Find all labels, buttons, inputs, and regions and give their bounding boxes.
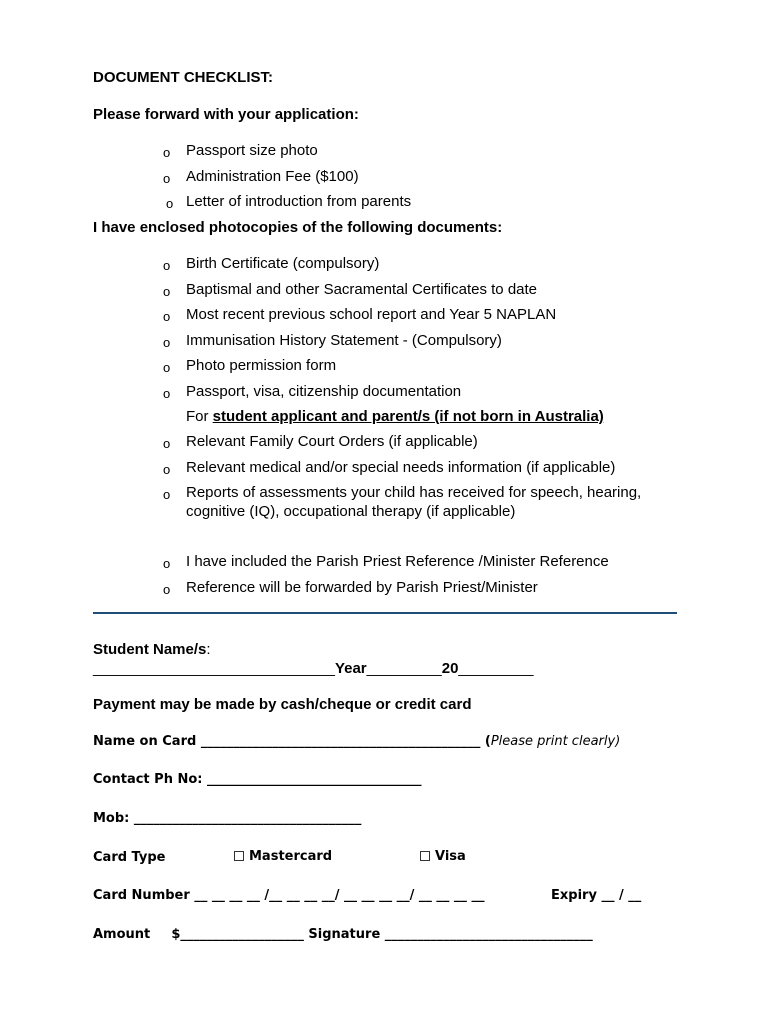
year-blank[interactable]: _________ [366,660,442,677]
item-priest-reference: I have included the Parish Priest Reference /Minister Reference [186,553,609,570]
mastercard-label: Mastercard [249,849,333,864]
item-admin-fee: Administration Fee ($100) [186,168,359,185]
checkbox-family-court[interactable]: o [163,436,171,451]
year-century: 20 [441,660,459,677]
student-name-label: Student Name/s: [93,641,211,658]
mob-field[interactable]: ___________________________________ [133,811,362,826]
mastercard-option[interactable] [234,849,332,864]
checkbox-passport-visa[interactable]: o [163,386,171,401]
checkbox-medical[interactable]: o [163,462,171,477]
mastercard-checkbox[interactable] [234,851,244,861]
year-suffix-blank[interactable]: _________ [458,660,534,677]
student-name-blank[interactable]: _____________________________ [93,660,335,677]
checkbox-reports[interactable]: o [163,487,171,502]
checkbox-priest-reference[interactable]: o [163,556,171,571]
expiry-label: Expiry [551,888,597,903]
card-number-field[interactable]: __ __ __ __ /__ __ __ __/ __ __ __ __/ __ __ __ __ [194,888,485,903]
amount-field[interactable]: $___________________ [171,927,304,942]
item-reports-line1: Reports of assessments your child has received for speech, hearing, [186,484,642,501]
checkbox-baptismal[interactable]: o [163,284,171,299]
amount-label: Amount [93,927,151,942]
print-note-open: ( [484,734,491,749]
visa-label: Visa [435,849,466,864]
visa-checkbox[interactable] [420,851,430,861]
item-photo-permission: Photo permission form [186,357,337,374]
item-passport-photo: Passport size photo [186,142,318,159]
checkbox-immunisation[interactable]: o [163,335,171,350]
checkbox-birth-cert[interactable]: o [163,258,171,273]
mob-label: Mob: [93,811,130,826]
item-medical: Relevant medical and/or special needs information (if applicable) [186,459,616,476]
item-birth-cert: Birth Certificate (compulsory) [186,255,380,272]
checkbox-school-report[interactable]: o [163,309,171,324]
checklist-title: DOCUMENT CHECKLIST: [93,69,273,86]
item-family-court: Relevant Family Court Orders (if applicable) [186,433,478,450]
print-note-close: ) [615,734,621,749]
visa-option[interactable] [420,849,466,864]
payment-heading: Payment may be made by cash/cheque or credit card [93,696,472,713]
item-passport-visa: Passport, visa, citizenship documentation [186,383,462,400]
mob-row [93,811,361,826]
amount-row [93,927,593,942]
section-divider [93,612,677,614]
card-type-label: Card Type [93,850,166,865]
card-number-row [93,888,484,903]
print-note: Please print clearly [490,734,616,749]
expiry-field[interactable]: __ / __ [601,888,642,903]
checkbox-photo-permission[interactable]: o [163,360,171,375]
contact-row [93,772,422,787]
item-immunisation: Immunisation History Statement - (Compulsory) [186,332,502,349]
for-prefix: For [186,408,213,425]
signature-label: Signature [308,927,381,942]
forward-heading: Please forward with your application: [93,106,359,123]
student-name-field[interactable] [93,660,534,677]
expiry-row [551,888,641,903]
checkbox-reference-forwarded[interactable]: o [163,582,171,597]
checkbox-intro-letter[interactable]: o [166,196,174,211]
for-note [186,408,604,425]
item-reports-line2: cognitive (IQ), occupational therapy (if applicable) [186,503,516,520]
signature-field[interactable]: ________________________________ [384,927,593,942]
item-intro-letter: Letter of introduction from parents [186,193,412,210]
contact-field[interactable]: _________________________________ [207,772,422,787]
name-on-card-row [93,734,620,749]
checkbox-admin-fee[interactable]: o [163,171,171,186]
year-label: Year [334,660,367,677]
contact-label: Contact Ph No: [93,772,203,787]
name-on-card-label: Name on Card [93,734,197,749]
name-on-card-field[interactable]: ___________________________________________ [200,734,481,749]
card-number-label: Card Number [93,888,190,903]
checkbox-passport-photo[interactable]: o [163,145,171,160]
enclosed-heading: I have enclosed photocopies of the following documents: [93,219,503,236]
item-reference-forwarded: Reference will be forwarded by Parish Priest/Minister [186,579,538,596]
item-baptismal: Baptismal and other Sacramental Certificates to date [186,281,538,298]
item-school-report: Most recent previous school report and Year 5 NAPLAN [186,306,557,323]
for-emphasis: student applicant and parent/s (if not born in Australia) [212,408,604,425]
